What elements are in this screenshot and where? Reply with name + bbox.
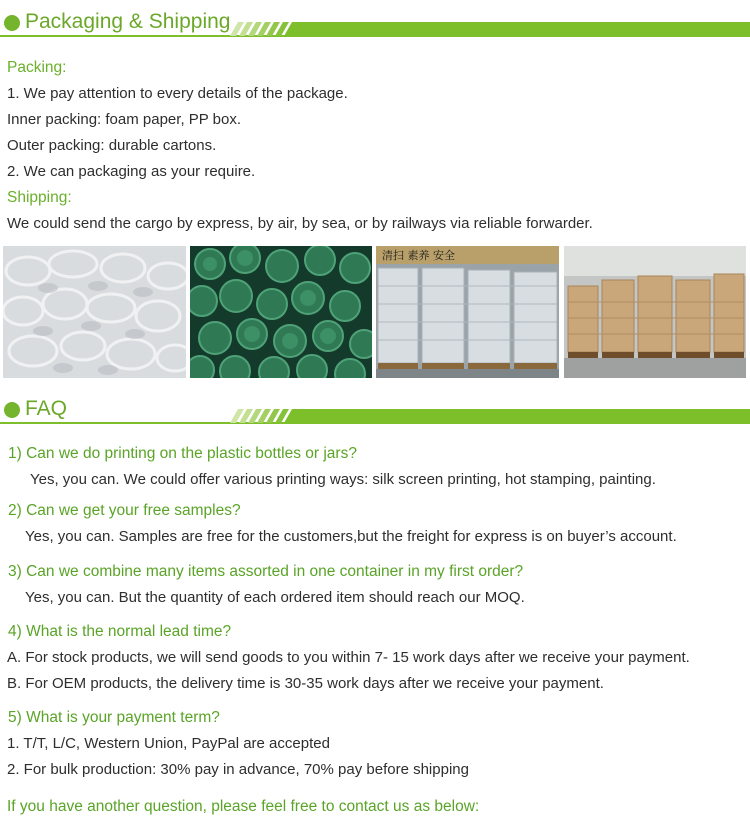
section-title: Packaging & Shipping xyxy=(25,10,231,33)
packing-line: Inner packing: foam paper, PP box. xyxy=(7,111,242,128)
packing-label: Packing: xyxy=(7,59,67,76)
packing-line: 1. We pay attention to every details of the package. xyxy=(7,85,348,102)
faq-question: 5) What is your payment term? xyxy=(8,709,220,726)
shipping-text: We could send the cargo by express, by air, by sea, or by railways via reliable forwarder. xyxy=(7,215,593,232)
photo-foam-packing xyxy=(3,246,186,378)
faq-answer: Yes, you can. But the quantity of each ordered item should reach our MOQ. xyxy=(25,589,525,606)
section-title: FAQ xyxy=(25,397,68,420)
faq-question: 2) Can we get your free samples? xyxy=(8,502,241,519)
faq-answer: B. For OEM products, the delivery time is 30-35 work days after we receive your payment. xyxy=(7,675,604,692)
photo-warehouse-pallets xyxy=(376,246,559,378)
faq-question: 4) What is the normal lead time? xyxy=(8,623,232,640)
faq-question: 3) Can we combine many items assorted in one container in my first order? xyxy=(8,563,524,580)
shipping-label: Shipping: xyxy=(7,189,72,206)
faq-answer: Yes, you can. We could offer various printing ways: silk screen printing, hot stamping, painting. xyxy=(30,471,656,488)
warehouse-sign-text: 清扫 素养 安全 xyxy=(382,249,455,262)
faq-answer: Yes, you can. Samples are free for the customers,but the freight for express is on buyer’s account. xyxy=(25,528,677,545)
photo-cartons-pallets xyxy=(564,246,746,378)
packing-line: 2. We can packaging as your require. xyxy=(7,163,256,180)
faq-answer: A. For stock products, we will send goods to you within 7- 15 work days after we receive your payment. xyxy=(7,649,690,666)
header-bar-graphic xyxy=(0,395,750,429)
header-bullet-icon xyxy=(4,15,20,31)
faq-question: 1) Can we do printing on the plastic bottles or jars? xyxy=(8,445,357,462)
faq-answer: 2. For bulk production: 30% pay in advance, 70% pay before shipping xyxy=(7,761,469,778)
faq-header xyxy=(0,395,750,429)
packing-line: Outer packing: durable cartons. xyxy=(7,137,217,154)
photo-green-caps xyxy=(190,246,372,378)
packaging-shipping-header xyxy=(0,8,750,42)
header-bullet-icon xyxy=(4,402,20,418)
faq-answer: 1. T/T, L/C, Western Union, PayPal are accepted xyxy=(7,735,330,752)
contact-prompt: If you have another question, please feel free to contact us as below: xyxy=(7,798,480,815)
